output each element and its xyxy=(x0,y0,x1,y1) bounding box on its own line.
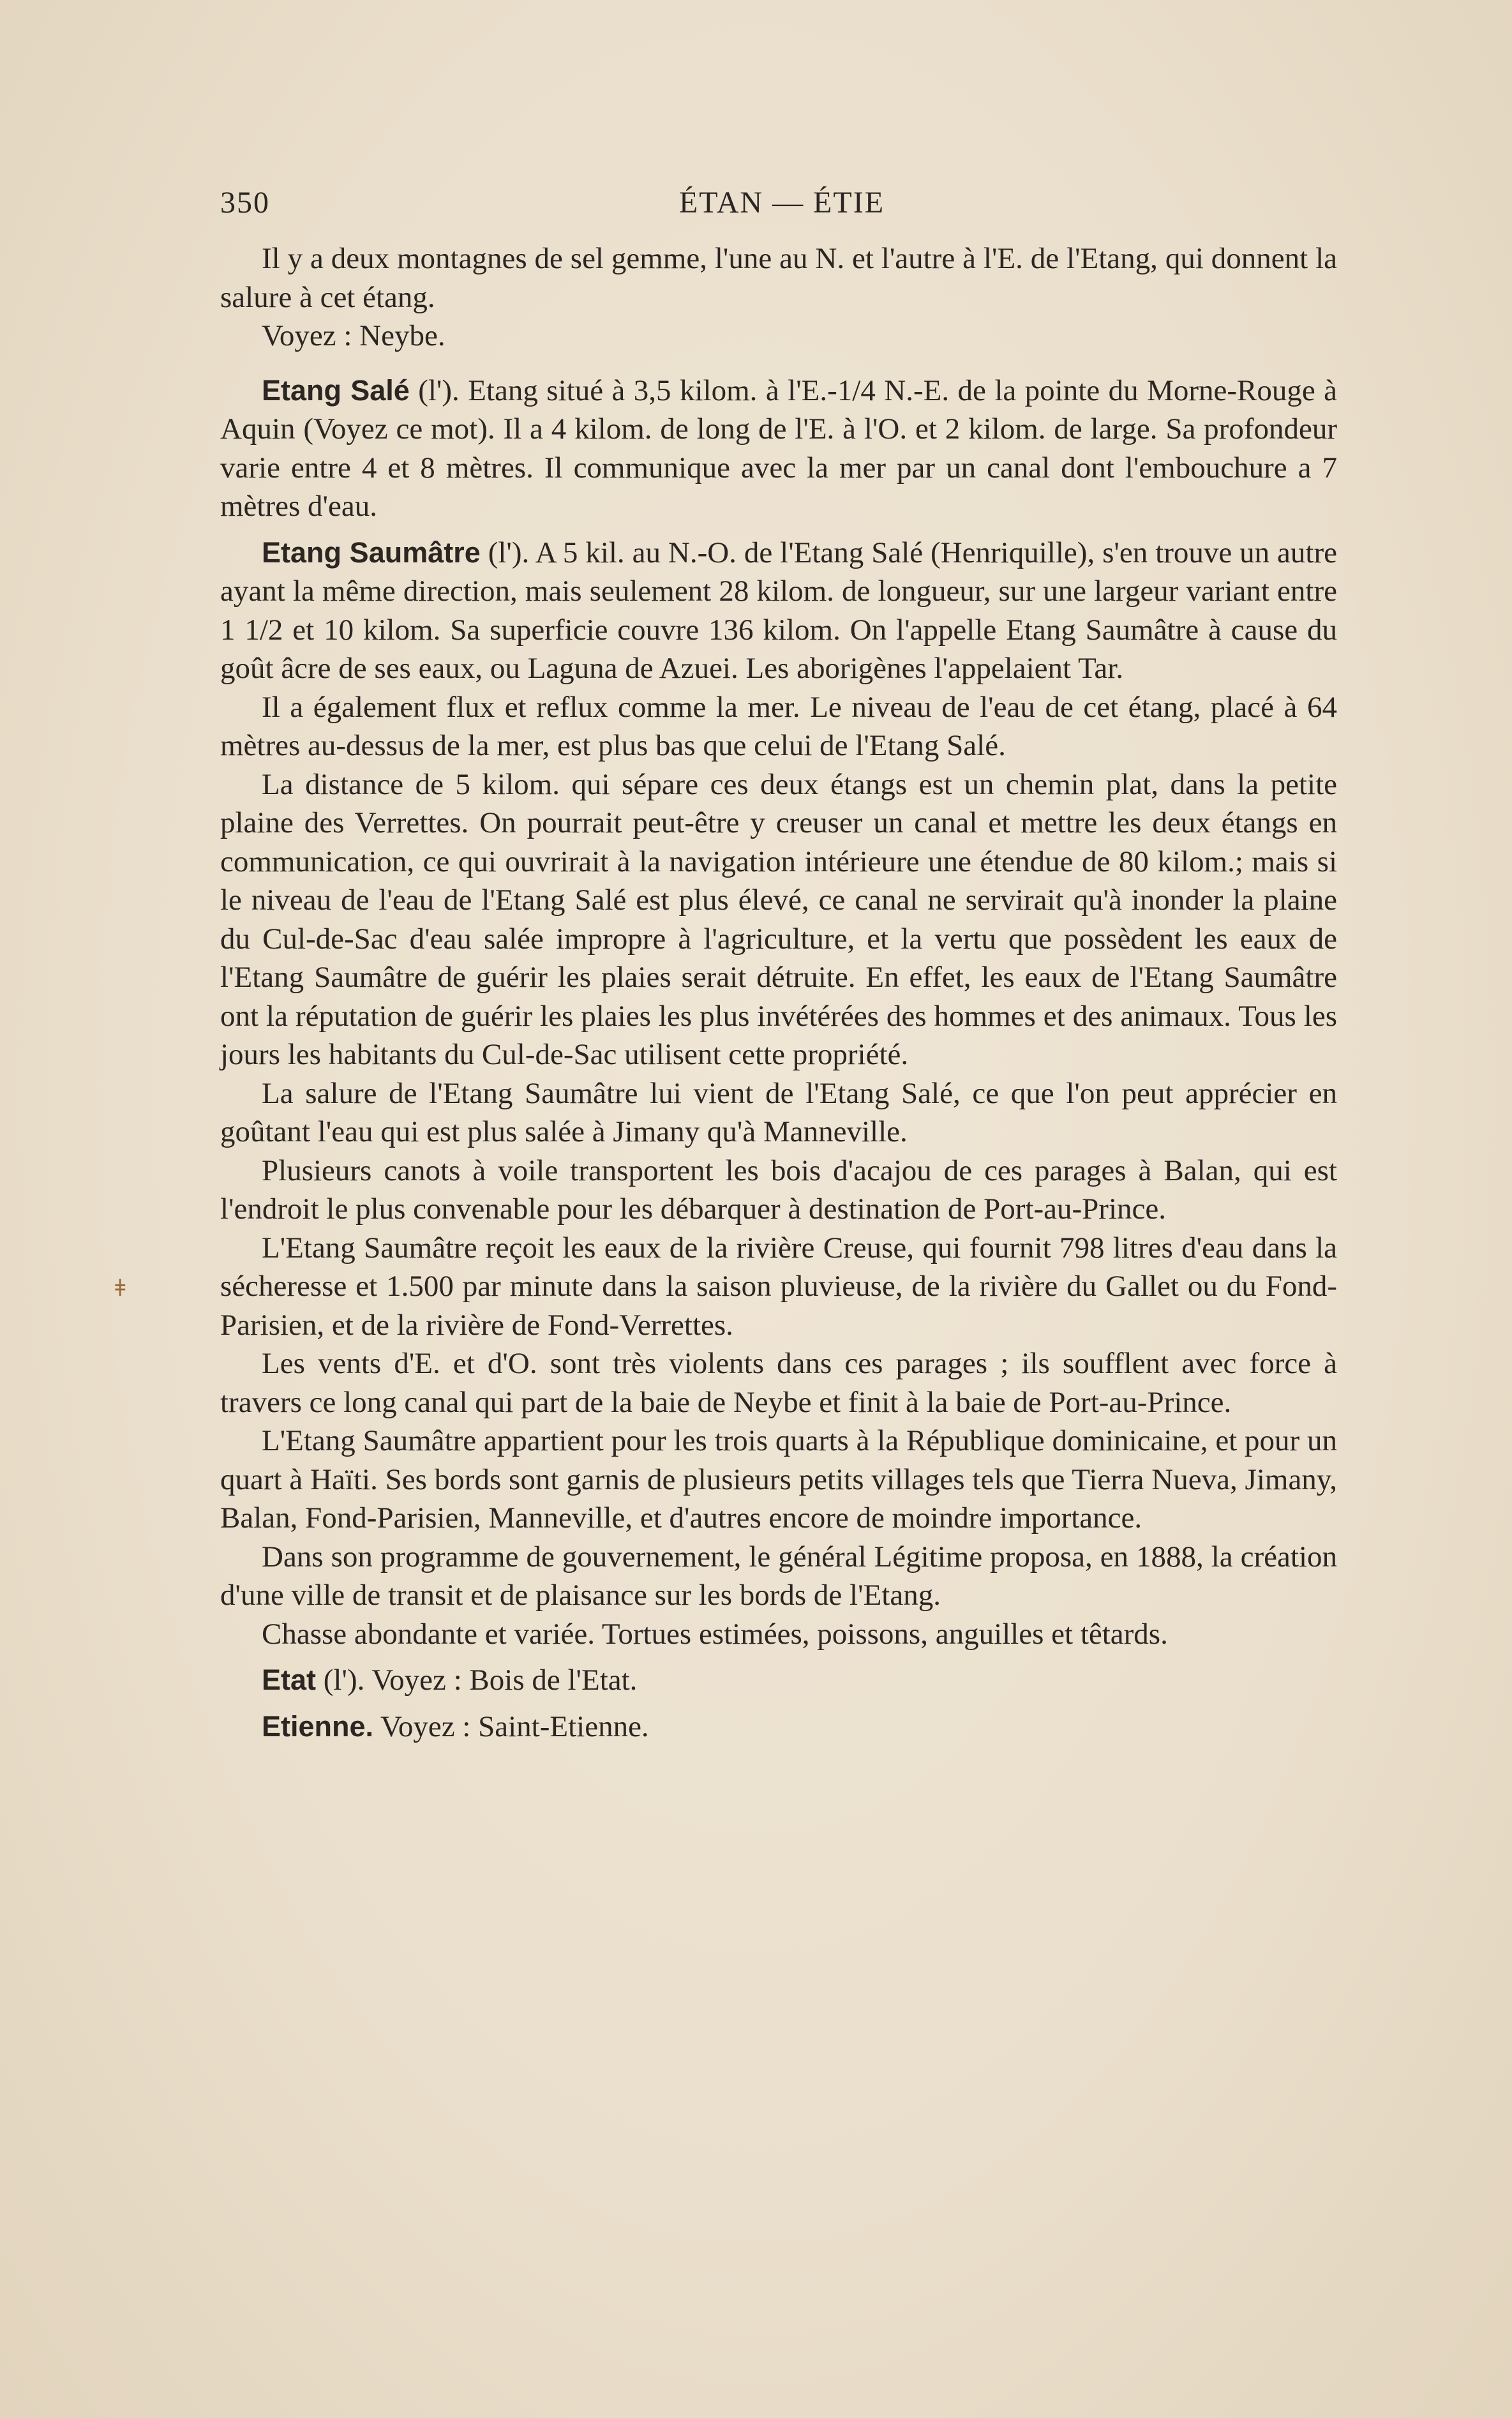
entry-etang-saumatre xyxy=(220,534,1337,688)
paragraph-distance: La distance de 5 kilom. qui sépare ces deux étangs est un chemin plat, dans la petite plaine des Verrettes. On pourrait peut-être y creuser un canal et mettre les deux étangs en communication, ce qui ouvrirait à la navigation intérieure une étendue de 80 kilom.; mais si le niveau de l'eau de l'Etang Salé est plus élevé, ce canal ne servirait qu'à inonder la plaine du Cul-de-Sac d'eau salée impropre à l'agriculture, et la vertu que possèdent les eaux de l'Etang Saumâtre de guérir les plaies serait détruite. En effet, les eaux de l'Etang Saumâtre ont la réputation de guérir les plaies les plus invétérées des hommes et des animaux. Tous les jours les habitants du Cul-de-Sac utilisent cette propriété. xyxy=(220,767,1337,1071)
margin-ink-mark: ǂ xyxy=(115,1275,126,1302)
paragraph-flux: Il a également flux et reflux comme la mer. Le niveau de l'eau de cet étang, placé à 64 mètres au-dessus de la mer, est plus bas que celui de l'Etang Salé. xyxy=(220,690,1337,762)
paragraph-salure: La salure de l'Etang Saumâtre lui vient de l'Etang Salé, ce que l'on peut apprécier en goûtant l'eau qui est plus salée à Jimany qu'à Manneville. xyxy=(220,1076,1337,1148)
paragraph-salt-mountains: Il y a deux montagnes de sel gemme, l'une au N. et l'autre à l'E. de l'Etang, qui donnent la salure à cet étang. xyxy=(220,242,1337,314)
entry-etang-sale xyxy=(220,372,1337,526)
entry-term: Etienne. xyxy=(262,1709,374,1743)
paragraph-appartenance: L'Etang Saumâtre appartient pour les trois quarts à la République dominicaine, et pour un quart à Haïti. Ses bords sont garnis de plusieurs petits villages tels que Tierra Nueva, Jimany, Balan, Fond-Parisien, Manneville, et d'autres encore de moindre importance. xyxy=(220,1424,1337,1535)
entry-term: Etang Saumâtre xyxy=(262,536,481,569)
paragraph-programme: Dans son programme de gouvernement, le général Légitime proposa, en 1888, la création d'une ville de transit et de plaisance sur les bords de l'Etang. xyxy=(220,1540,1337,1612)
paragraph-canots: Plusieurs canots à voile transportent les bois d'acajou de ces parages à Balan, qui est l'endroit le plus convenable pour les débarquer à destination de Port-au-Prince. xyxy=(220,1153,1337,1226)
entry-term: Etang Salé xyxy=(262,373,410,407)
entry-etienne xyxy=(220,1708,1337,1746)
paragraph-see-neybe: Voyez : Neybe. xyxy=(262,319,445,352)
page-body xyxy=(220,239,1337,1746)
running-title: ÉTAN — ÉTIE xyxy=(678,186,885,220)
entry-text: (l'). Voyez : Bois de l'Etat. xyxy=(316,1663,638,1697)
entry-etat xyxy=(220,1661,1337,1700)
paragraph-vents: Les vents d'E. et d'O. sont très violents dans ces parages ; ils soufflent avec force à travers ce long canal qui part de la baie de Neybe et finit à la baie de Port-au-Prince. xyxy=(220,1347,1337,1419)
paragraph-chasse: Chasse abondante et variée. Tortues estimées, poissons, anguilles et têtards. xyxy=(262,1617,1168,1651)
entry-text: (l'). A 5 kil. au N.-O. de l'Etang Salé (Henriquille), s'en trouve un autre ayant la même direction, mais seulement 28 kilom. de longueur, sur une largeur variant entre 1 1/2 et 10 kilom. Sa superficie couvre 136 kilom. On l'appelle Etang Saumâtre à cause du goût âcre de ses eaux, ou Laguna de Azuei. Les aborigènes l'appelaient Tar. xyxy=(220,536,1337,685)
entry-term: Etat xyxy=(262,1663,317,1696)
page-header xyxy=(220,185,1344,230)
paragraph-rivieres: L'Etang Saumâtre reçoit les eaux de la rivière Creuse, qui fournit 798 litres d'eau dans la sécheresse et 1.500 par minute dans la saison pluvieuse, de la rivière du Gallet ou du Fond-Parisien, et de la rivière de Fond-Verrettes. xyxy=(220,1231,1337,1342)
page-number: 350 xyxy=(220,186,270,220)
entry-text: Voyez : Saint-Etienne. xyxy=(373,1709,649,1743)
entry-text: (l'). Etang situé à 3,5 kilom. à l'E.-1/4 N.-E. de la pointe du Morne-Rouge à Aquin (Voyez ce mot). Il a 4 kilom. de long de l'E. à l'O. et 2 kilom. de large. Sa profondeur varie entre 4 et 8 mètres. Il communique avec la mer par un canal dont l'embouchure a 7 mètres d'eau. xyxy=(220,373,1337,523)
